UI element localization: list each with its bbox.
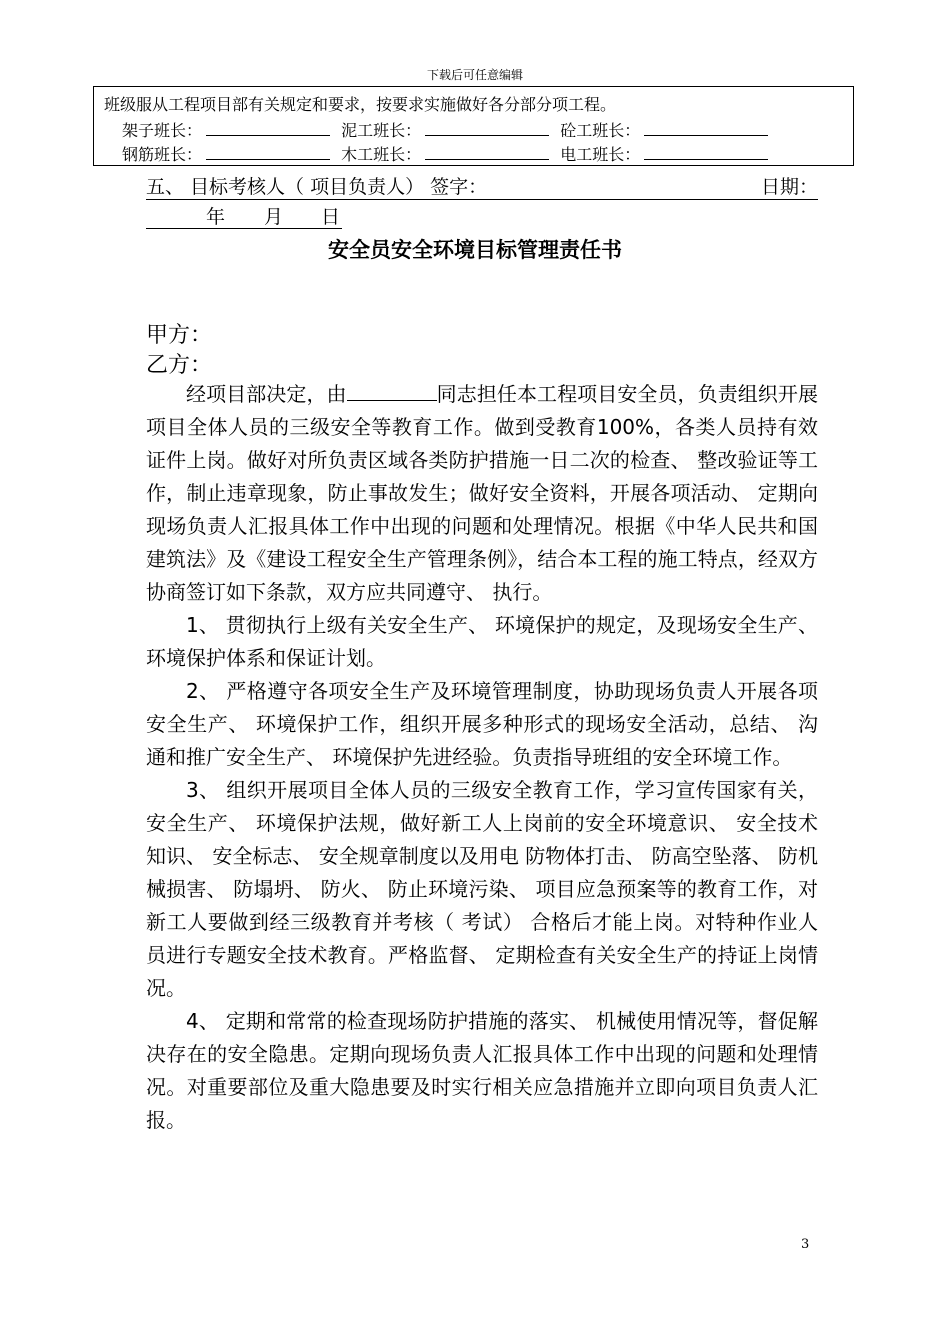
clause-3: 3、 组织开展项目全体人员的三级安全教育工作，学习宣传国家有关，安全生产、 环境保护法规，做好新工人上岗前的安全环境意识、 安全技术知识、 安全标志、 安全规章制度以及用电 防物体打击、 防高空坠落、 防机械损害、 防塌坍、 防火、 防止环境污染、 项目应急预案等的教育工作，对新工人要做到经三级教育并考核（ 考试） 合格后才能上岗。对特种作业人员进行专题安全技术教育。严格监督、 定期检查有关安全生产的持证上岗情况。	[146, 778, 818, 1000]
mason-leader-blank	[425, 121, 549, 136]
concrete-leader-label: 砼工班长：	[560, 121, 641, 140]
carpenter-leader-label: 木工班长：	[341, 145, 422, 164]
date-fields	[146, 200, 342, 229]
carpenter-leader-blank	[425, 145, 549, 160]
intro-paragraph	[146, 378, 818, 609]
scaffold-leader-label: 架子班长：	[122, 121, 203, 140]
party-a-label: 甲方：	[146, 323, 213, 348]
clause-4: 4、 定期和常常的检查现场防护措施的落实、 机械使用情况等，督促解决存在的安全隐患。定期向现场负责人汇报具体工作中出现的问题和处理情况。对重要部位及重大隐患要及时实行相关应急措施并立即向项目负责人汇报。	[146, 1009, 818, 1132]
name-blank	[347, 382, 437, 401]
clause-2: 2、 严格遵守各项安全生产及环境管理制度，协助现场负责人开展各项安全生产、 环境保护工作，组织开展多种形式的现场安全活动，总结、 沟通和推广安全生产、 环境保护先进经验。负责指导班组的安全环境工作。	[146, 679, 818, 769]
date-label: 日期：	[760, 176, 818, 198]
intro-text-start: 经项目部决定，由	[186, 382, 347, 406]
signature-label: 五、 目标考核人（ 项目负责人） 签字：	[146, 176, 488, 198]
intro-text-rest: 同志担任本工程项目安全员，负责组织开展项目全体人员的三级安全等教育工作。做到受教育100%，各类人员持有效证件上岗。做好对所负责区域各类防护措施一日二次的检查、 整改验证等工作，制止违章现象，防止事故发生；做好安全资料，开展各项活动、 定期向现场负责人汇报具体工作中出现的问题和处理情况。根据《中华人民共和国建筑法》及《建设工程安全生产管理条例》，结合本工程的施工特点，经双方协商签订如下条款，双方应共同遵守、 执行。	[146, 382, 819, 604]
document-title: 安全员安全环境目标管理责任书	[328, 238, 622, 262]
team-leader-box	[93, 86, 854, 166]
box-intro-text: 班级服从工程项目部有关规定和要求，按要求实施做好各分部分项工程。	[104, 95, 617, 114]
day-label: 日	[321, 206, 341, 228]
year-label: 年	[206, 206, 226, 228]
rebar-leader-label: 钢筋班长：	[122, 145, 203, 164]
signature-row	[146, 170, 818, 200]
rebar-leader-blank	[206, 145, 330, 160]
party-b-label: 乙方：	[146, 353, 213, 378]
page-number: 3	[801, 1237, 810, 1252]
page-header-note: 下载后可任意编辑	[426, 68, 523, 82]
agreement-body	[146, 378, 818, 1137]
mason-leader-label: 泥工班长：	[341, 121, 422, 140]
concrete-leader-blank	[644, 121, 768, 136]
scaffold-leader-blank	[206, 121, 330, 136]
clause-1: 1、 贯彻执行上级有关安全生产、 环境保护的规定，及现场安全生产、 环境保护体系和保证计划。	[146, 613, 818, 670]
box-row-2	[122, 142, 774, 165]
box-row-1	[122, 118, 774, 141]
electrician-leader-label: 电工班长：	[560, 145, 641, 164]
month-label: 月	[264, 206, 284, 228]
electrician-leader-blank	[644, 145, 768, 160]
